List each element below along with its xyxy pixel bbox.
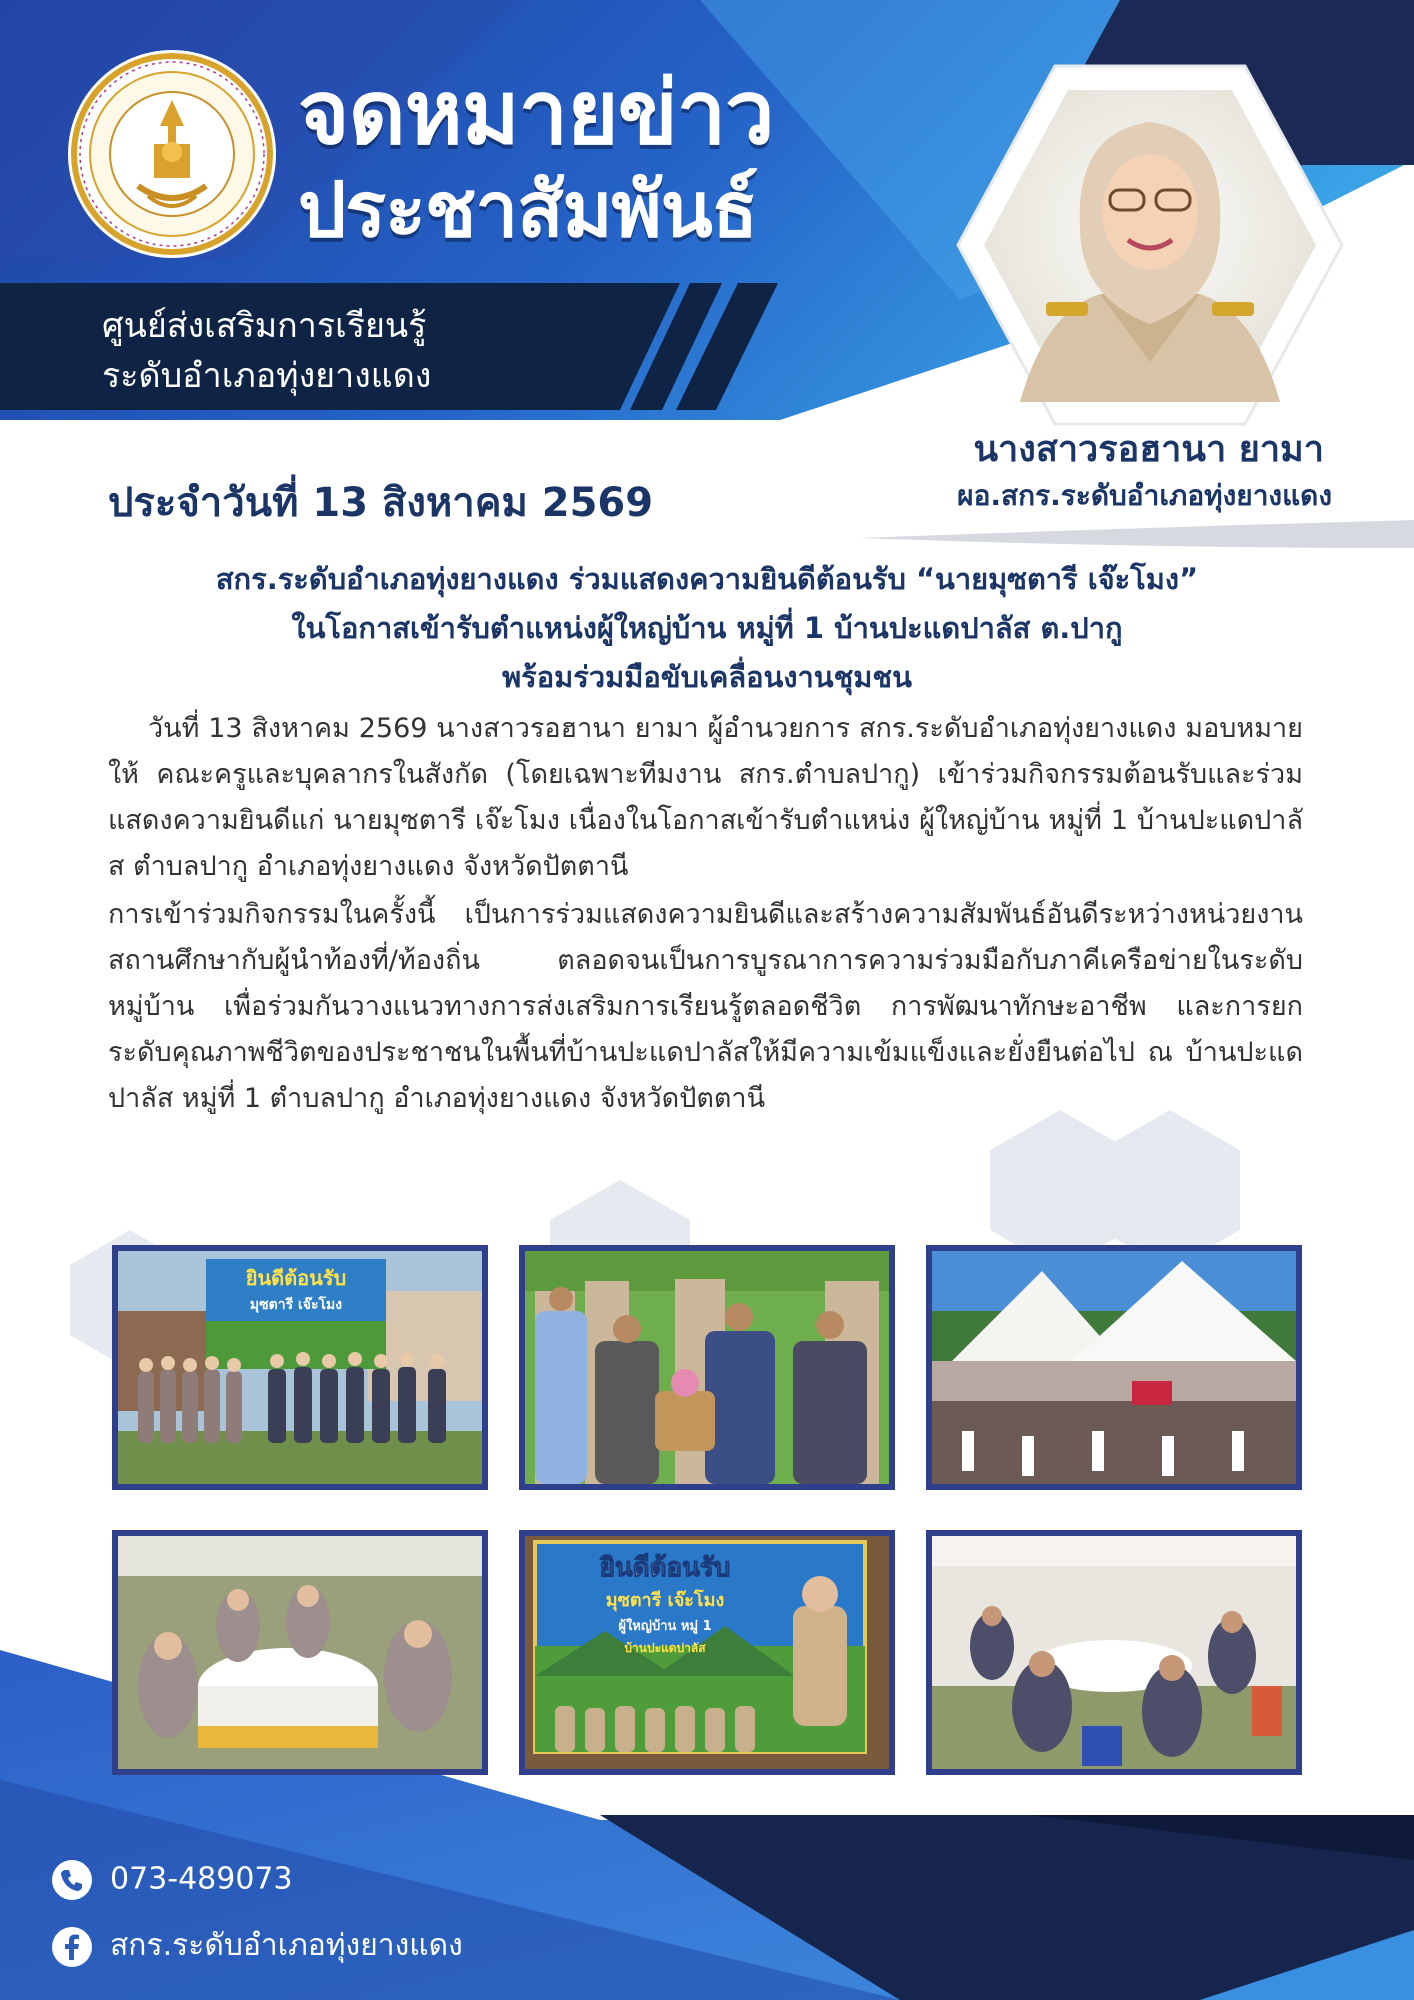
director-portrait — [950, 62, 1350, 428]
news-body — [108, 706, 1303, 1122]
contact-phone[interactable] — [52, 1860, 293, 1900]
newsletter-subtitle: ประชาสัมพันธ์ — [298, 165, 758, 254]
contact-facebook[interactable] — [52, 1922, 463, 1969]
photo5-banner-title: ยินดีต้อนรับ — [599, 1553, 731, 1583]
photo5-banner-position: ผู้ใหญ่บ้าน หมู่ 1 — [618, 1619, 712, 1634]
photo-women-dining — [112, 1530, 488, 1775]
director-position: ผอ.สกร.ระดับอำเภอทุ่งยางแดง — [957, 479, 1332, 512]
photo1-banner-name: มุซตารี เจ๊ะโมง — [249, 1297, 343, 1313]
photo5-banner-name: มุซตารี เจ๊ะโมง — [605, 1590, 725, 1611]
unit-name-line1: ศูนย์ส่งเสริมการเรียนรู้ — [102, 306, 427, 346]
body-paragraph-1: วันที่ 13 สิงหาคม 2569 นางสาวรอฮานา ยามา ผู้อำนวยการ สกร.ระดับอำเภอทุ่งยางแดง มอบหมายให้ คณะครูและบุคลากรในสังกัด (โดยเฉพาะทีมงาน สกร.ตำบลปากู) เข้าร่วมกิจกรรมต้อนรับและร่วมแสดงความยินดีแก่ นายมุซตารี เจ๊ะโมง เนื่องในโอกาสเข้ารับตำแหน่ง ผู้ใหญ่บ้าน หมู่ที่ 1 บ้านปะแดปาลัส ตำบลปากู อำเภอทุ่งยางแดง จังหวัดปัตตานี — [108, 713, 1303, 882]
photo-gift-presentation — [519, 1245, 895, 1490]
headline-line2: ในโอกาสเข้ารับตำแหน่งผู้ใหญ่บ้าน หมู่ที่ 1 บ้านปะแดปาลัส ต.ปากู — [291, 611, 1123, 645]
body-paragraph-2: การเข้าร่วมกิจกรรมในครั้งนี้ เป็นการร่วมแสดงความยินดีและสร้างความสัมพันธ์อันดีระหว่างหน่วยงานสถานศึกษากับผู้นำท้องที่/ท้องถิ่น ตลอดจนเป็นการบูรณาการความร่วมมือกับภาคีเครือข่ายในระดับหมู่บ้าน เพื่อร่วมกันวางแนวทางการส่งเสริมการเรียนรู้ตลอดชีวิต การพัฒนาทักษะอาชีพ และการยกระดับคุณภาพชีวิตของประชาชนในพื้นที่บ้านปะแดปาลัสให้มีความเข้มแข็งและยั่งยืนต่อไป ณ บ้านปะแดปาลัส หมู่ที่ 1 ตำบลปากู อำเภอทุ่งยางแดง จังหวัดปัตตานี — [108, 899, 1303, 1114]
headline-line3: พร้อมร่วมมือขับเคลื่อนงานชุมชน — [502, 660, 912, 694]
director-name: นางสาวรอฮานา ยามา — [973, 429, 1324, 470]
unit-name-line2: ระดับอำเภอทุ่งยางแดง — [102, 356, 432, 396]
facebook-page-name: สกร.ระดับอำเภอทุ่งยางแดง — [110, 1928, 463, 1963]
headline-line1: สกร.ระดับอำเภอทุ่งยางแดง ร่วมแสดงความยินดีต้อนรับ “นายมุซตารี เจ๊ะโมง” — [215, 562, 1199, 596]
issue-date: ประจำวันที่ 13 สิงหาคม 2569 — [108, 480, 654, 526]
newsletter-title: จดหมายข่าว — [298, 61, 774, 164]
photo-welcome-banner — [519, 1530, 895, 1775]
facebook-icon — [52, 1927, 92, 1967]
photo-men-dining — [926, 1530, 1302, 1775]
phone-number: 073-489073 — [110, 1861, 293, 1897]
photo-group-banner — [112, 1245, 488, 1490]
phone-icon — [52, 1860, 92, 1900]
photo5-banner-village: บ้านปะแดปาลัส — [624, 1641, 706, 1655]
department-seal-icon — [66, 48, 278, 260]
news-headline — [90, 555, 1324, 702]
photo1-banner-title: ยินดีต้อนรับ — [245, 1266, 347, 1290]
photo-event-tents — [926, 1245, 1302, 1490]
